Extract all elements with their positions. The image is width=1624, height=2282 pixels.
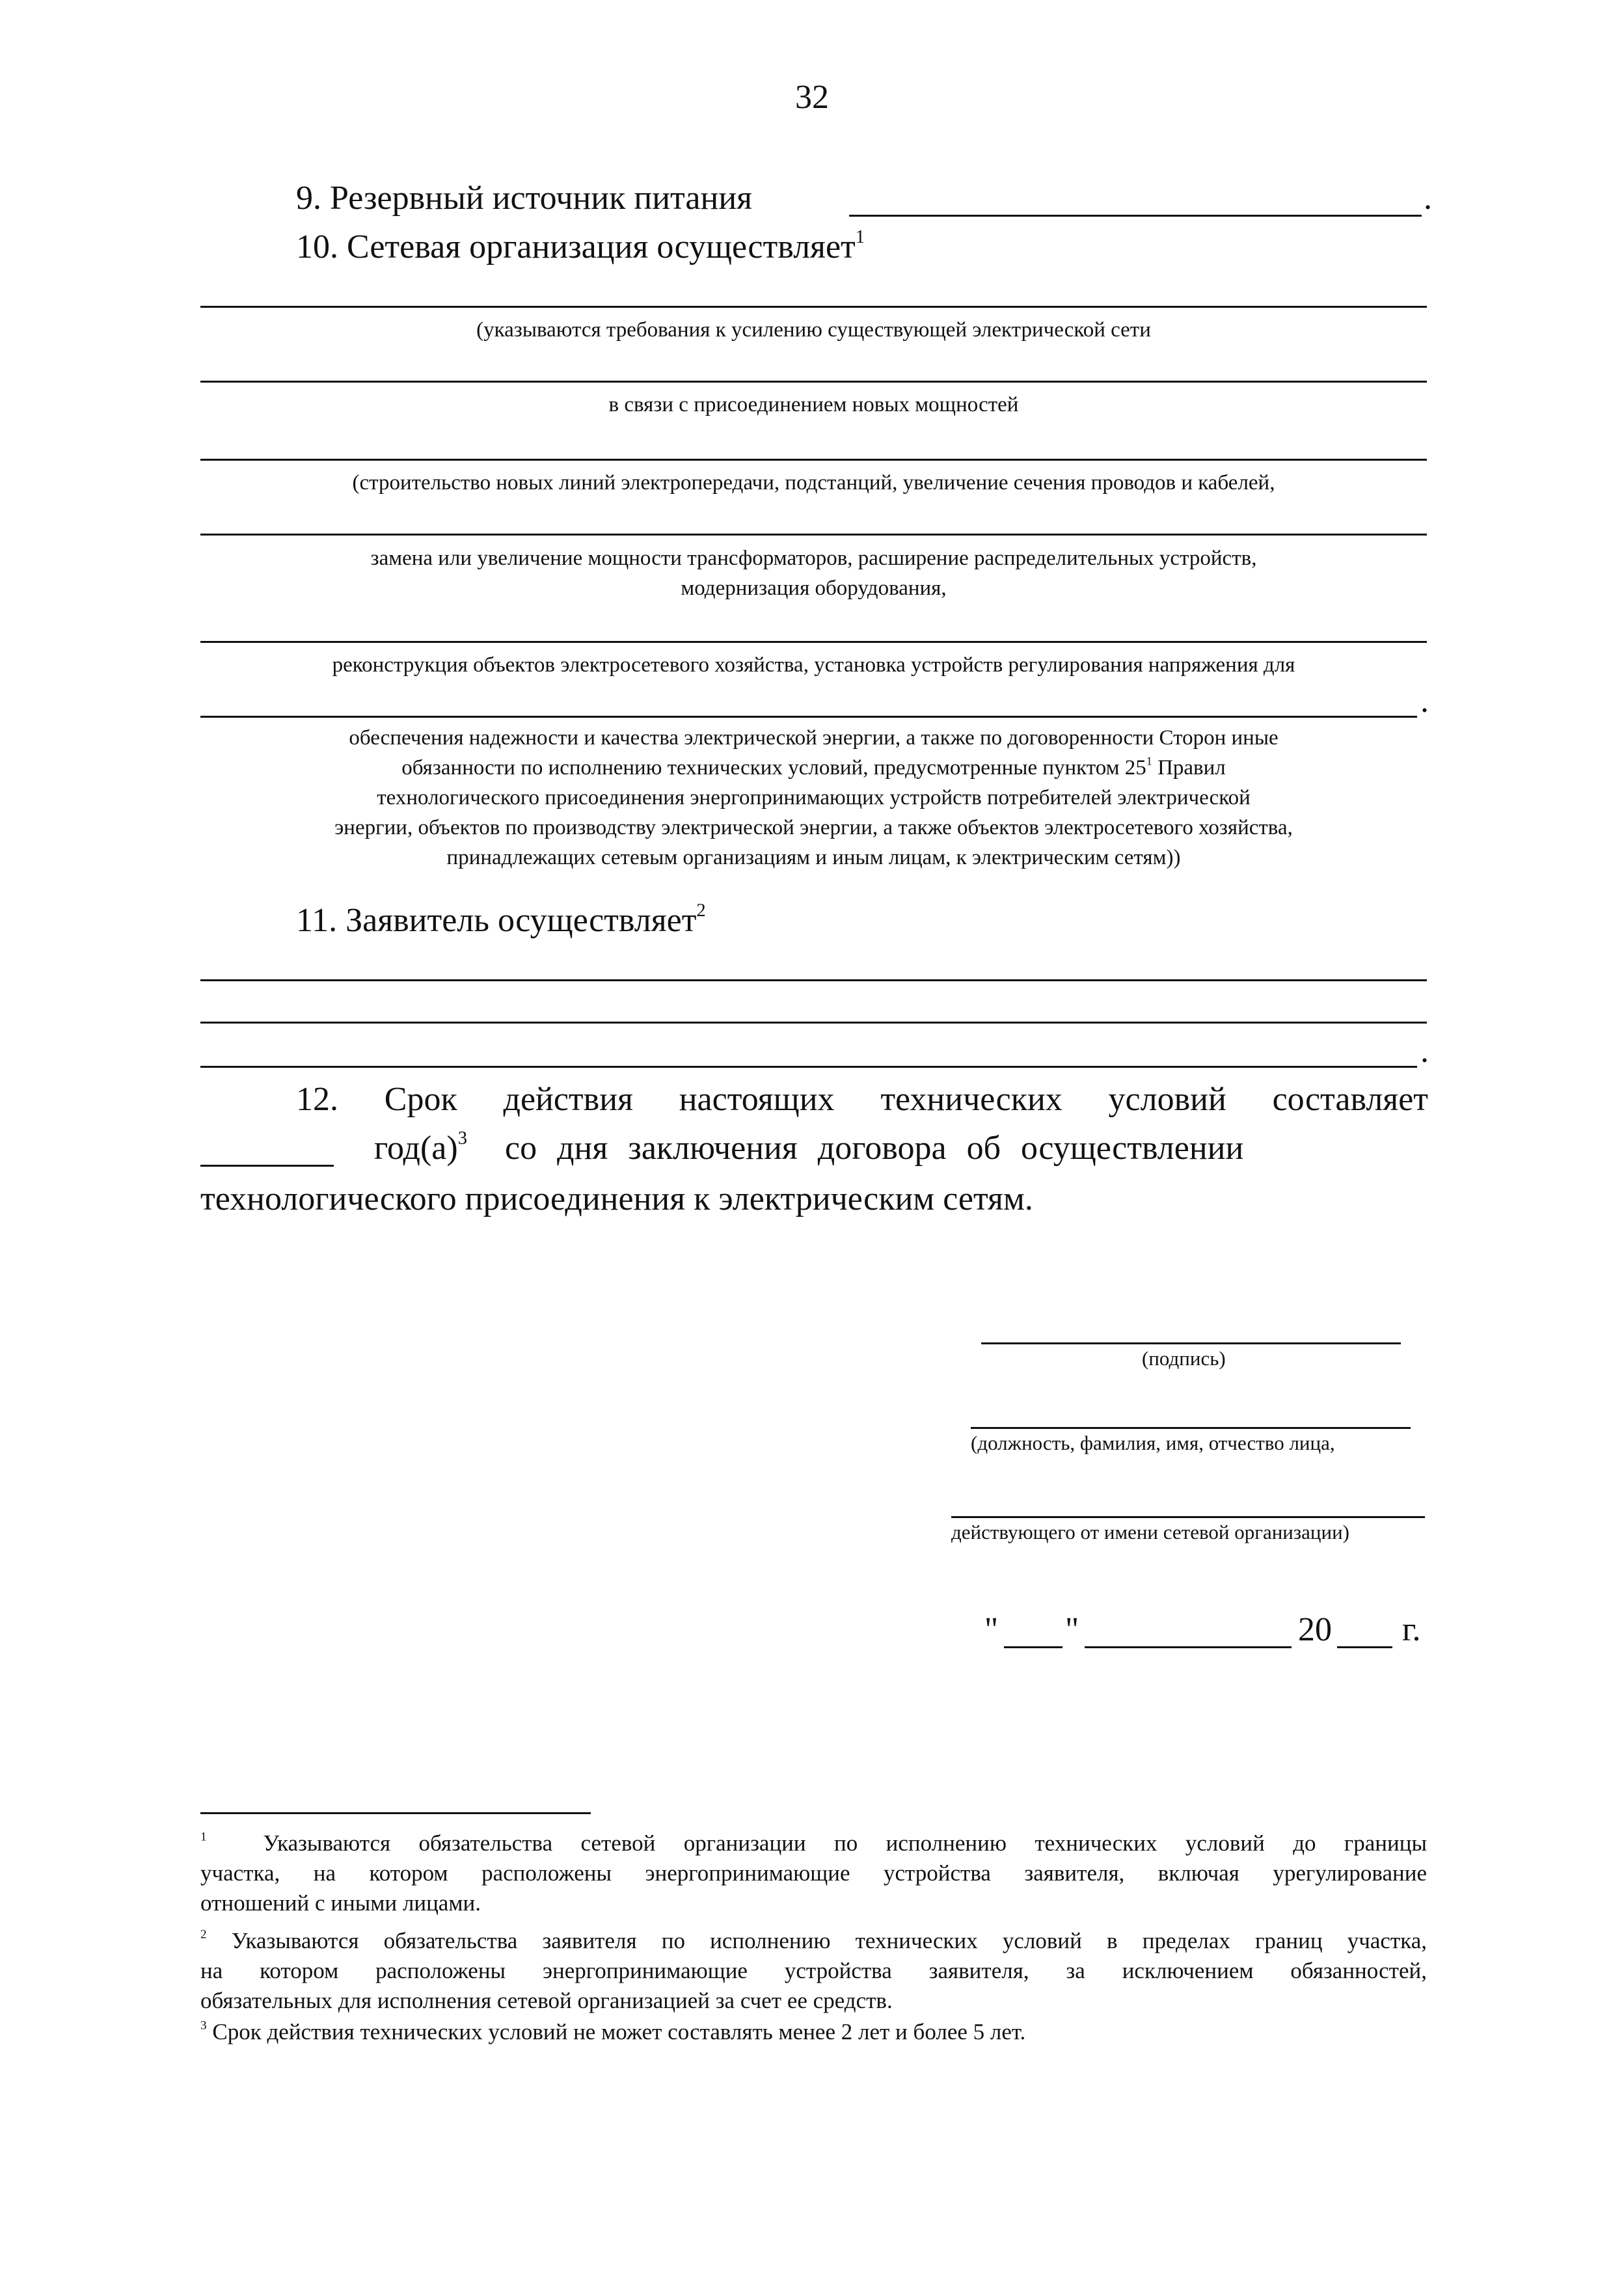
footnote-2-line-2: на котором расположены энергопринимающие устройства заявителя, за исключением обязанностей, (200, 1958, 1427, 1983)
item-10-fill-line-6[interactable] (200, 716, 1417, 718)
footnote-2-line-3: обязательных для исполнения сетевой организацией за счет ее средств. (200, 1988, 893, 2013)
item-10-note-8-tail: Правил (1152, 756, 1226, 780)
item-11-label (296, 901, 706, 940)
date-quote-open: " (984, 1611, 999, 1648)
item-10-note-5: модернизация оборудования, (681, 577, 947, 600)
item-10-note-6: реконструкция объектов электросетевого хозяйства, установка устройств регулирования напряжения для (332, 653, 1295, 677)
position-line[interactable] (971, 1427, 1411, 1429)
item-10-note-8 (200, 754, 1427, 782)
footnote-3-number: 3 (200, 2018, 207, 2033)
signature-line[interactable] (981, 1342, 1401, 1344)
item-10-fill-line-3[interactable] (200, 459, 1427, 461)
item-10-note-10: энергии, объектов по производству электрической энергии, а также объектов электросетевого хозяйства, (334, 816, 1293, 839)
item-10-note-3: (строительство новых линий электропередачи, подстанций, увеличение сечения проводов и кабелей, (352, 471, 1275, 495)
item-11-fill-line-2[interactable] (200, 1022, 1427, 1024)
position-caption: (должность, фамилия, имя, отчество лица, (971, 1432, 1335, 1454)
footnote-ref-3: 3 (457, 1128, 468, 1149)
footnote-ref-2: 2 (696, 901, 706, 921)
item-10-label-text: 10. Сетевая организация осуществляет (296, 228, 856, 265)
item-11-period: . (1420, 1033, 1429, 1070)
rule-ref-sup: 1 (1146, 754, 1152, 768)
item-10-fill-line-5[interactable] (200, 641, 1427, 643)
date-year-prefix: 20 (1298, 1611, 1332, 1648)
signature-caption: (подпись) (1142, 1347, 1226, 1370)
item-10-fill-line-1[interactable] (200, 306, 1427, 308)
item-9-fill-line[interactable] (849, 215, 1422, 217)
date-day-line[interactable] (1004, 1646, 1062, 1648)
footnote-2-line-1: $^2$ Указываются обязательства заявителя по исполнению технических условий в пределах границ участка, (200, 1927, 1427, 1953)
item-10-fill-line-2[interactable] (200, 381, 1427, 383)
item-10-note-11: принадлежащих сетевым организациям и иным лицам, к электрическим сетям)) (446, 846, 1181, 869)
footnote-3-line-1: $^3$ Срок действия технических условий не может составлять менее 2 лет и более 5 лет. (200, 2018, 1026, 2044)
item-9-period: . (1424, 180, 1432, 217)
page-number: 32 (795, 79, 829, 116)
item-10-note-9: технологического присоединения энергопринимающих устройств потребителей электрической (377, 786, 1251, 809)
item-10-note-1: (указываются требования к усилению существующей электрической сети (476, 318, 1151, 342)
item-11-fill-line-1[interactable] (200, 979, 1427, 981)
org-line[interactable] (951, 1516, 1425, 1518)
item-11-label-text: 11. Заявитель осуществляет (296, 902, 697, 939)
item-9-label: 9. Резервный источник питания (296, 180, 753, 217)
item-10-label (296, 228, 865, 267)
item-10-note-4: замена или увеличение мощности трансформаторов, расширение распределительных устройств, (370, 547, 1257, 570)
footnote-1-line-1 (200, 1828, 1427, 1858)
footnote-1-text-1: $^1$ Указываются обязательства сетевой организации по исполнению технических условий до границы (200, 1830, 1428, 1856)
footnote-ref-1: 1 (855, 227, 865, 248)
item-10-period: . (1420, 683, 1429, 720)
footnote-2-number: 2 (200, 1927, 207, 1942)
date-month-line[interactable] (1085, 1646, 1292, 1648)
item-12-line-1: 12. Срок действия настоящих технических условий составляет (296, 1081, 1428, 1118)
footnote-2 (200, 1926, 1427, 2016)
item-12-line-2 (374, 1129, 1428, 1168)
item-12-years-label: $год(а)^3$ (374, 1128, 468, 1167)
item-10-note-7: обеспечения надежности и качества электрической энергии, а также по договоренности Сторон иные (349, 726, 1279, 750)
item-10-note-2: в связи с присоединением новых мощностей (608, 393, 1019, 416)
date-year-line[interactable] (1337, 1646, 1392, 1648)
footnote-1-number: 1 (200, 1830, 207, 1844)
item-12-line-3: технологического присоединения к электрическим сетям. (200, 1180, 1033, 1217)
footnote-1-line-2: участка, на котором расположены энергопринимающие устройства заявителя, включая урегулирование (200, 1860, 1427, 1886)
footnote-1 (200, 1828, 1427, 1918)
date-quote-close: " (1065, 1611, 1079, 1648)
item-10-note-8-text: обязанности по исполнению технических условий, предусмотренные пунктом 25 (401, 756, 1146, 780)
item-10-fill-line-4[interactable] (200, 534, 1427, 536)
org-caption: действующего от имени сетевой организации) (951, 1521, 1349, 1543)
footnote-3 (200, 2017, 1427, 2047)
item-11-fill-line-3[interactable] (200, 1066, 1417, 1068)
date-year-suffix: г. (1402, 1611, 1421, 1648)
footnote-separator (200, 1812, 591, 1814)
item-12-line-2-text: со дня заключения договора об осуществлении (505, 1130, 1244, 1167)
footnote-1-line-3: отношений с иными лицами. (200, 1890, 481, 1916)
item-12-years-fill-line[interactable] (200, 1165, 334, 1167)
